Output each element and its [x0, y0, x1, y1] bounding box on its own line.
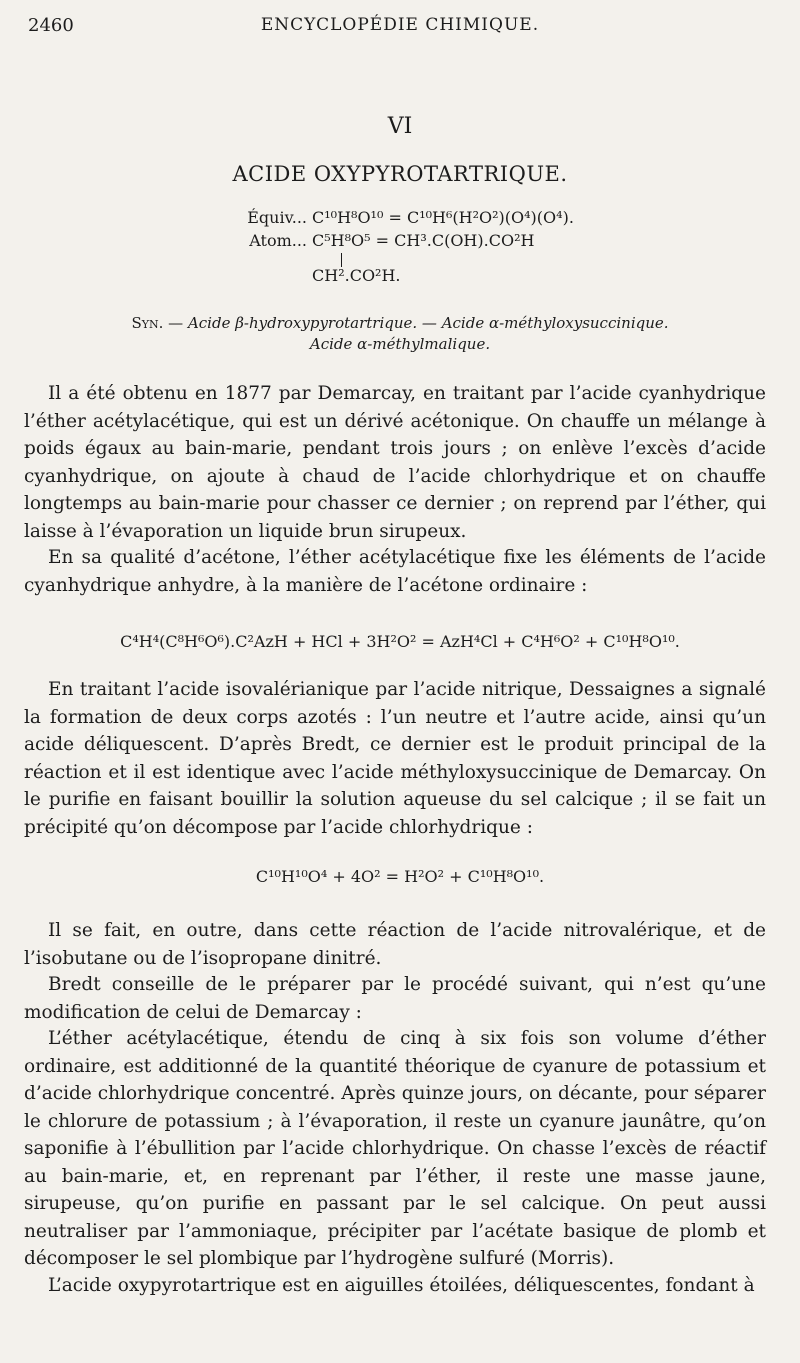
paragraph-6: L’éther acétylacétique, étendu de cinq à six fois son volume d’éther ordinaire, est additionné de la quantité théorique de cyanure de potassium et d’acide chlorhydrique concentré. Après quinze jours, on décante, pour séparer le chlorure de potassium ; à l’évaporation, il reste un cyanure jaunâtre, qu’on saponifie à l’ébullition par l’acide chlorhydrique. On chasse l’excès de réactif au bain-marie, et, en reprenant par l’éther, il reste une masse jaune, sirupeuse, qu’on purifie en passant par le sel calcique. On peut aussi neutraliser par l’ammoniaque, précipiter par l’acétate basique de plomb et décomposer le sel plombique par l’hydrogène sulfuré (Morris).	[24, 1028, 766, 1269]
equation-1: C⁴H⁴(C⁸H⁶O⁶).C²AzH + HCl + 3H²O² = AzH⁴Cl + C⁴H⁶O² + C¹⁰H⁸O¹⁰.	[120, 632, 680, 651]
paragraph-5: Bredt conseille de le préparer par le procédé suivant, qui n’est qu’une modification de celui de Demarcay :	[24, 974, 766, 1023]
atom-value: C⁵H⁸O⁵ = CH³.C(OH).CO²H	[312, 231, 535, 250]
synonyms-line-2: Acide α-méthylmalique.	[309, 335, 491, 353]
atom-branch: CH².CO²H.	[312, 266, 401, 285]
paragraph-4: Il se fait, en outre, dans cette réaction de l’acide nitrovalérique, et de l’isobutane ou de l’isopropane dinitré.	[24, 920, 766, 969]
page-header	[0, 15, 800, 43]
synonyms-line-1: Acide β-hydroxypyrotartrique. — Acide α-méthyloxysuccinique.	[187, 314, 669, 332]
page-number: 2460	[28, 15, 74, 36]
atom-label: Atom...	[249, 231, 307, 250]
paragraph-7: L’acide oxypyrotartrique est en aiguilles étoilées, déliquescentes, fondant à	[48, 1275, 755, 1296]
synonyms-lead: Syn. —	[131, 314, 184, 332]
equiv-formula	[212, 208, 732, 232]
structure-bond-line	[341, 253, 342, 267]
paragraph-1: Il a été obtenu en 1877 par Demarcay, en traitant par l’acide cyanhydrique l’éther acétylacétique, qui est un dérivé acétonique. On chauffe un mélange à poids égaux au bain-marie, pendant trois jours ; on enlève l’excès d’acide cyanhydrique, on ajoute à chaud de l’acide chlorhydrique et on chauffe longtemps au bain-marie pour chasser ce dernier ; on reprend par l’éther, qui laisse à l’évaporation un liquide brun sirupeux.	[24, 383, 766, 542]
atom-formula	[212, 231, 732, 255]
synonyms-block	[0, 313, 800, 355]
equation-2: C¹⁰H¹⁰O⁴ + 4O² = H²O² + C¹⁰H⁸O¹⁰.	[255, 867, 545, 886]
paragraph-3: En traitant l’acide isovalérianique par l’acide nitrique, Dessaignes a signalé la formation de deux corps azotés : l’un neutre et l’autre acide, ainsi qu’un acide déliquescent. D’après Bredt, ce dernier est le produit principal de la réaction et il est identique avec l’acide méthyloxysuccinique de Demarcay. On le purifie en faisant bouillir la solution aqueuse du sel calcique ; il se fait un précipité qu’on décompose par l’acide chlorhydrique :	[24, 679, 766, 838]
paragraph-2: En sa qualité d’acétone, l’éther acétylacétique fixe les éléments de l’acide cyanhydrique anhydre, à la manière de l’acétone ordinaire :	[24, 547, 766, 596]
section-title: ACIDE OXYPYROTARTRIQUE.	[232, 162, 568, 186]
section-number: VI	[387, 114, 413, 139]
running-title: ENCYCLOPÉDIE CHIMIQUE.	[260, 15, 540, 35]
equiv-value: C¹⁰H⁸O¹⁰ = C¹⁰H⁶(H²O²)(O⁴)(O⁴).	[312, 208, 574, 227]
equiv-label: Équiv...	[247, 208, 307, 227]
